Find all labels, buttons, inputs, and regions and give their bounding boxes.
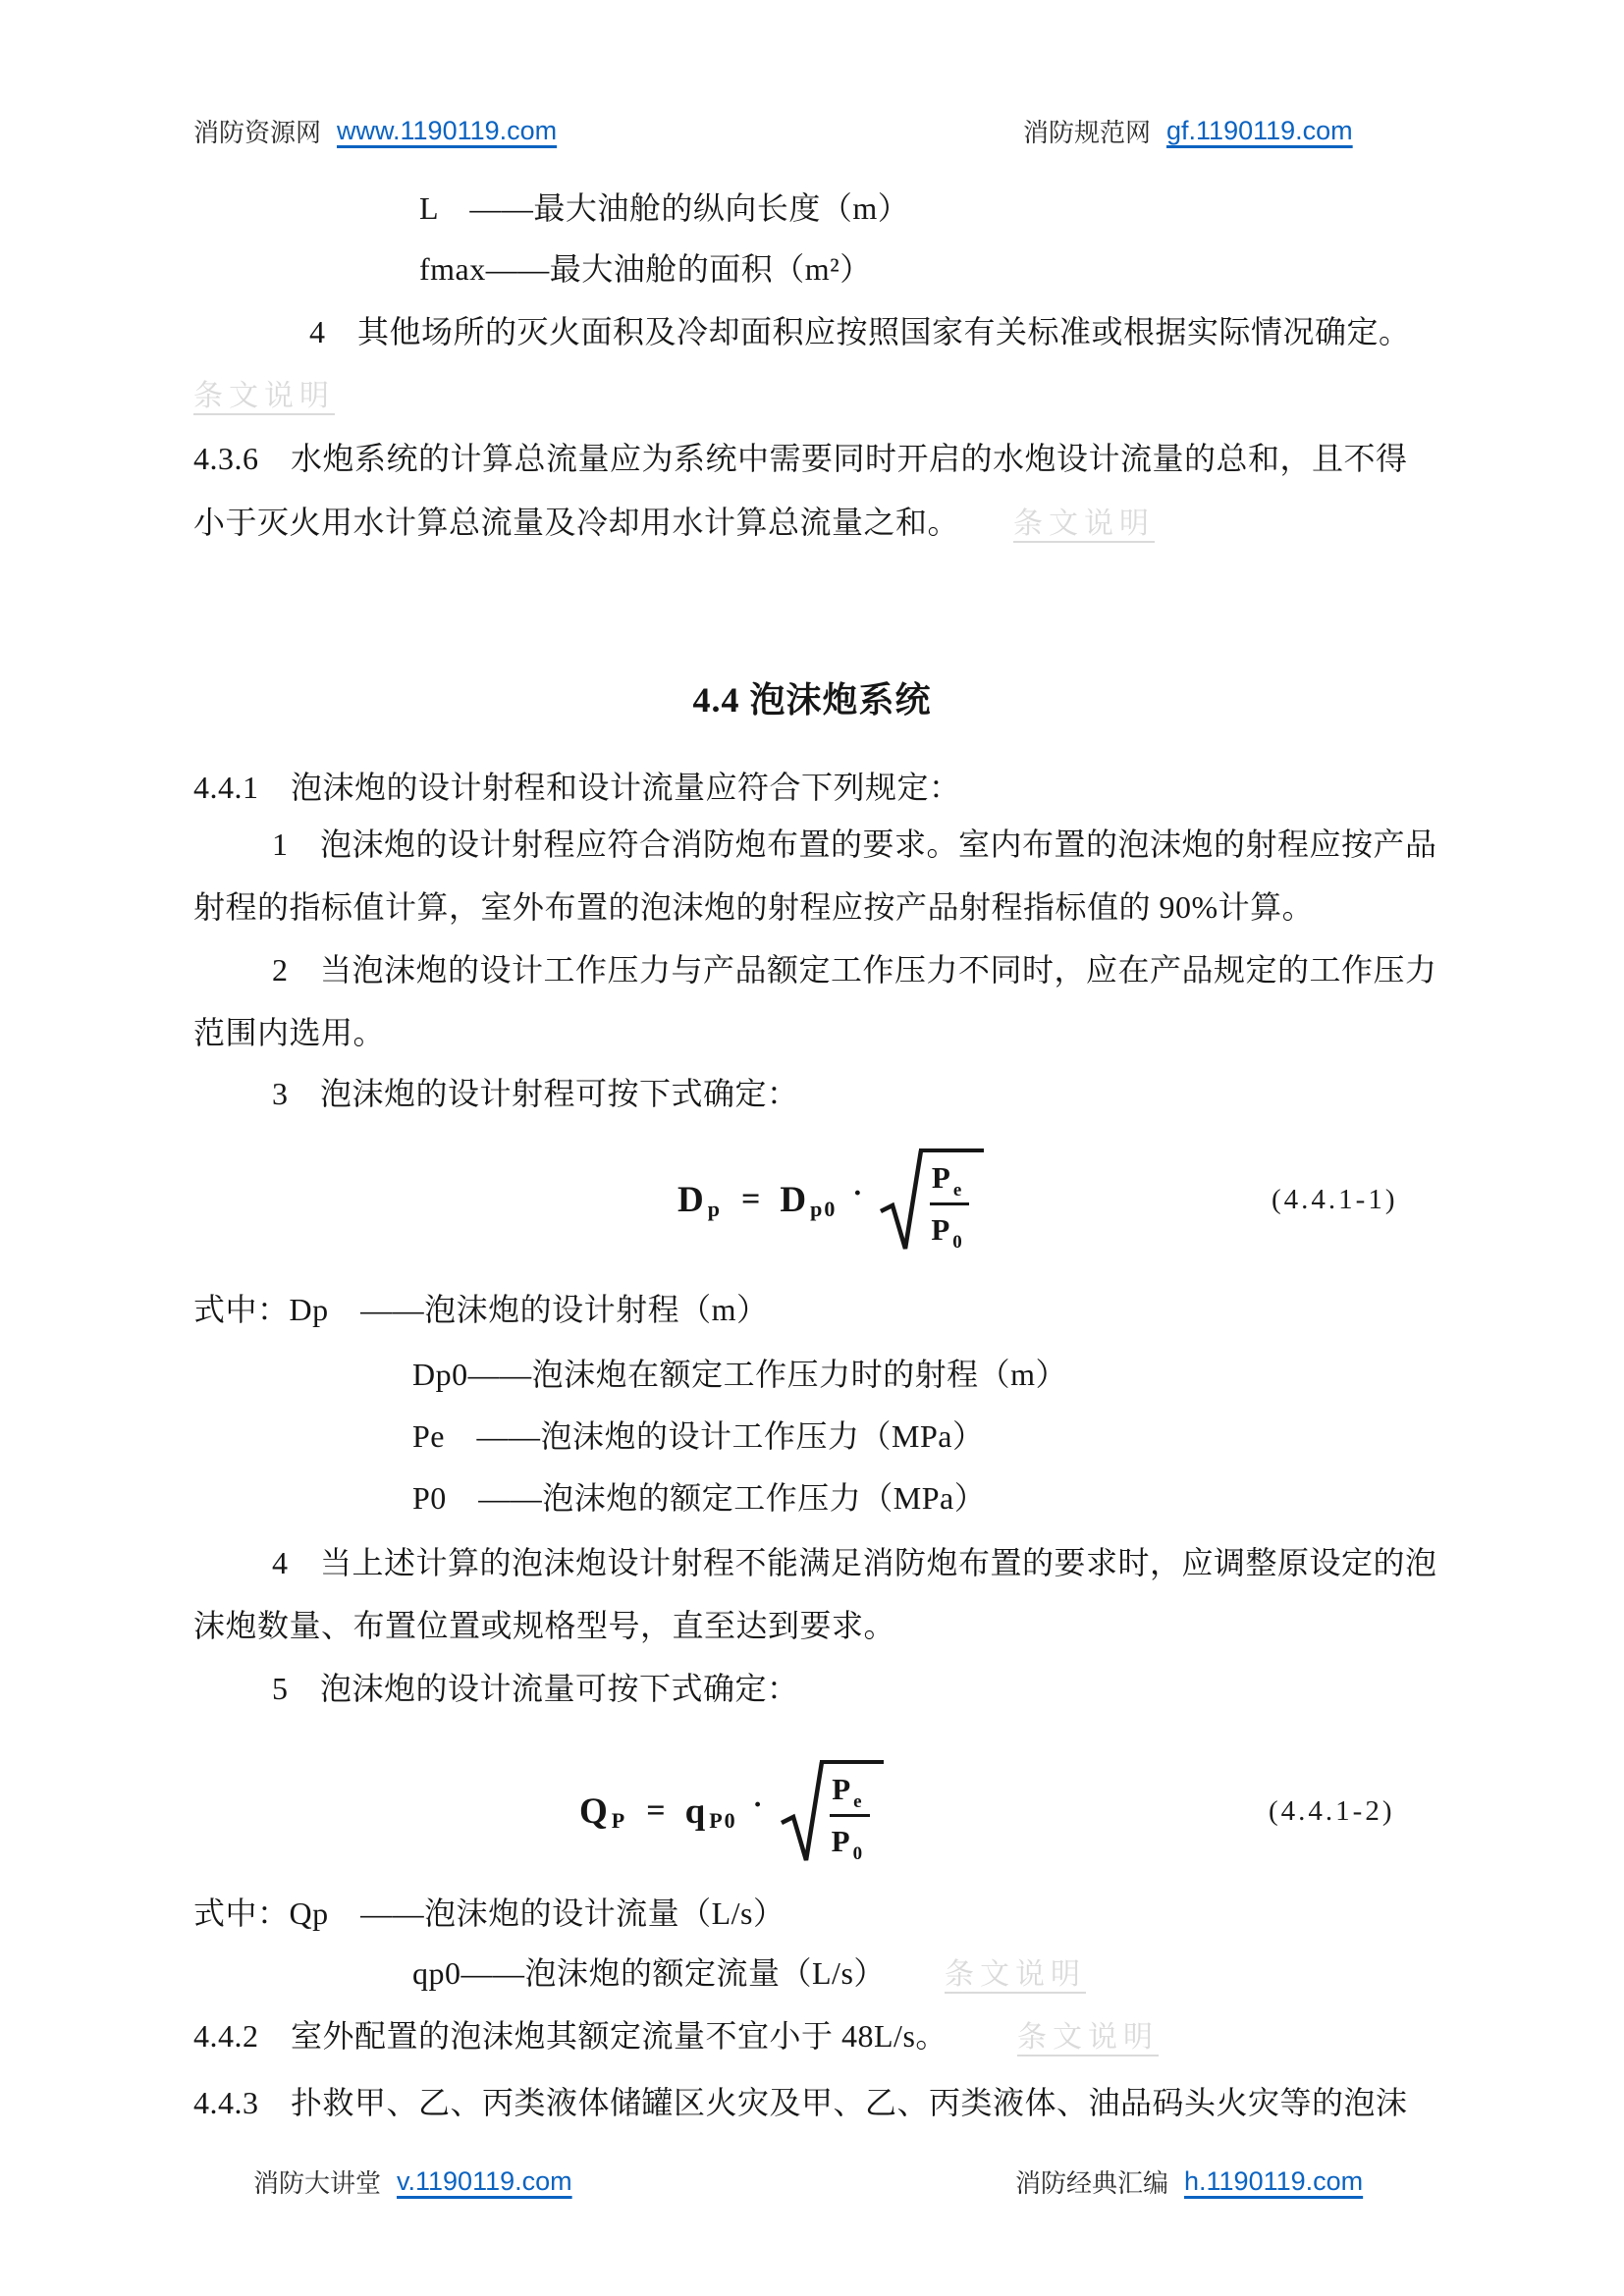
- equals-sign: =: [646, 1792, 666, 1829]
- item-3: 3 泡沫炮的设计射程可按下式确定：: [272, 1076, 799, 1111]
- definition-line-fmax: fmax——最大油舱的面积（m²）: [419, 251, 872, 287]
- page-header-right: [1023, 106, 1353, 155]
- square-root: [878, 1147, 983, 1253]
- denominator-subscript: 0: [952, 1232, 964, 1253]
- footer-left-link[interactable]: v.1190119.com: [397, 2165, 572, 2196]
- note-link-4[interactable]: 条文说明: [1017, 2021, 1159, 2054]
- page-footer-left: [253, 2157, 572, 2206]
- formula-rhs-subscript: P0: [709, 1808, 737, 1833]
- item-1-line2: 射程的指标值计算，室外布置的泡沫炮的射程应按产品射程指标值的 90%计算。: [193, 889, 1315, 925]
- page-footer-right: [1015, 2157, 1363, 2206]
- item-5: 5 泡沫炮的设计流量可按下式确定：: [272, 1671, 799, 1706]
- formula-lhs-subscript: p: [707, 1197, 722, 1221]
- header-right-label: 消防规范网: [1023, 118, 1152, 147]
- note-link-3[interactable]: 条文说明: [945, 1958, 1086, 1991]
- fraction-denominator: [830, 1817, 870, 1864]
- header-right-link[interactable]: gf.1190119.com: [1166, 115, 1353, 145]
- footer-right-link[interactable]: h.1190119.com: [1184, 2165, 1364, 2196]
- denominator-subscript: 0: [852, 1843, 865, 1864]
- item-4-line1: 4 当上述计算的泡沫炮设计射程不能满足消防炮布置的要求时，应调整原设定的泡: [272, 1545, 1437, 1580]
- clause-4-3-6-line2: 小于灭火用水计算总流量及冷却用水计算总流量之和。: [193, 505, 960, 540]
- radical-sign-icon: [779, 1758, 824, 1864]
- fraction-denominator: [929, 1205, 969, 1253]
- header-left-link[interactable]: www.1190119.com: [337, 115, 558, 145]
- definition-p0: P0 ——泡沫炮的额定工作压力（MPa）: [412, 1480, 987, 1516]
- definition-qp0: qp0——泡沫炮的额定流量（L/s）: [412, 1955, 886, 1991]
- page-header-left: [193, 106, 557, 155]
- note-link-1[interactable]: 条文说明: [193, 380, 335, 412]
- formula-expression: [579, 1758, 884, 1864]
- formula-lhs: Q: [579, 1790, 608, 1832]
- clause-4-4-3-line1: 4.4.3 扑救甲、乙、丙类液体储罐区火灾及甲、乙、丙类液体、油品码头火灾等的泡沫: [193, 2085, 1408, 2120]
- formula-rhs: D: [780, 1179, 807, 1220]
- equation-number-2: (4.4.1-2): [1269, 1794, 1395, 1827]
- where-qp-definition: 式中：Qp ——泡沫炮的设计流量（L/s）: [193, 1896, 785, 1931]
- item-2-line2: 范围内选用。: [193, 1015, 386, 1050]
- formula-range-equation: [677, 1126, 984, 1273]
- pressure-fraction: [929, 1160, 969, 1253]
- multiplication-dot: ·: [852, 1177, 863, 1209]
- clause-4-other-places: 4 其他场所的灭火面积及冷却面积应按照国家有关标准或根据实际情况确定。: [309, 314, 1411, 349]
- formula-flow-equation: [579, 1737, 884, 1885]
- equals-sign: =: [740, 1181, 761, 1217]
- where-dp-definition: 式中：Dp ——泡沫炮的设计射程（m）: [193, 1292, 769, 1327]
- footer-left-label: 消防大讲堂: [253, 2168, 382, 2198]
- fraction-numerator: [930, 1160, 969, 1205]
- formula-expression: [677, 1147, 984, 1253]
- clause-4-4-2: 4.4.2 室外配置的泡沫炮其额定流量不宜小于 48L/s。: [193, 2018, 947, 2054]
- formula-rhs: q: [684, 1790, 706, 1832]
- radicand: [820, 1760, 884, 1864]
- denominator-base: P: [931, 1212, 950, 1247]
- formula-lhs-subscript: P: [611, 1808, 627, 1833]
- numerator-base: P: [832, 1772, 851, 1806]
- fraction-numerator: [830, 1772, 869, 1817]
- clause-4-4-1: 4.4.1 泡沫炮的设计射程和设计流量应符合下列规定：: [193, 770, 961, 805]
- header-left-label: 消防资源网: [193, 118, 322, 147]
- clause-4-3-6-line1: 4.3.6 水炮系统的计算总流量应为系统中需要同时开启的水炮设计流量的总和，且不得: [193, 441, 1408, 476]
- multiplication-dot: ·: [752, 1789, 763, 1821]
- item-1-line1: 1 泡沫炮的设计射程应符合消防炮布置的要求。室内布置的泡沫炮的射程应按产品: [272, 827, 1437, 862]
- radicand: [919, 1148, 983, 1253]
- denominator-base: P: [831, 1824, 850, 1858]
- footer-right-label: 消防经典汇编: [1015, 2168, 1169, 2198]
- section-heading-4-4: 4.4 泡沫炮系统: [692, 679, 932, 720]
- formula-rhs-subscript: p0: [810, 1197, 838, 1221]
- definition-dp0: Dp0——泡沫炮在额定工作压力时的射程（m）: [412, 1357, 1068, 1392]
- definition-line-L: L ——最大油舱的纵向长度（m）: [419, 190, 910, 226]
- square-root: [779, 1758, 884, 1864]
- note-link-2[interactable]: 条文说明: [1013, 507, 1155, 540]
- numerator-subscript: e: [952, 1180, 964, 1201]
- numerator-base: P: [931, 1160, 950, 1195]
- numerator-subscript: e: [853, 1791, 864, 1812]
- equation-number-1: (4.4.1-1): [1272, 1183, 1398, 1215]
- radical-sign-icon: [878, 1147, 923, 1253]
- item-2-line1: 2 当泡沫炮的设计工作压力与产品额定工作压力不同时，应在产品规定的工作压力: [272, 952, 1437, 988]
- pressure-fraction: [830, 1772, 870, 1864]
- formula-lhs: D: [677, 1179, 704, 1220]
- definition-pe: Pe ——泡沫炮的设计工作压力（MPa）: [412, 1418, 985, 1454]
- item-4-line2: 沫炮数量、布置位置或规格型号，直至达到要求。: [193, 1608, 896, 1643]
